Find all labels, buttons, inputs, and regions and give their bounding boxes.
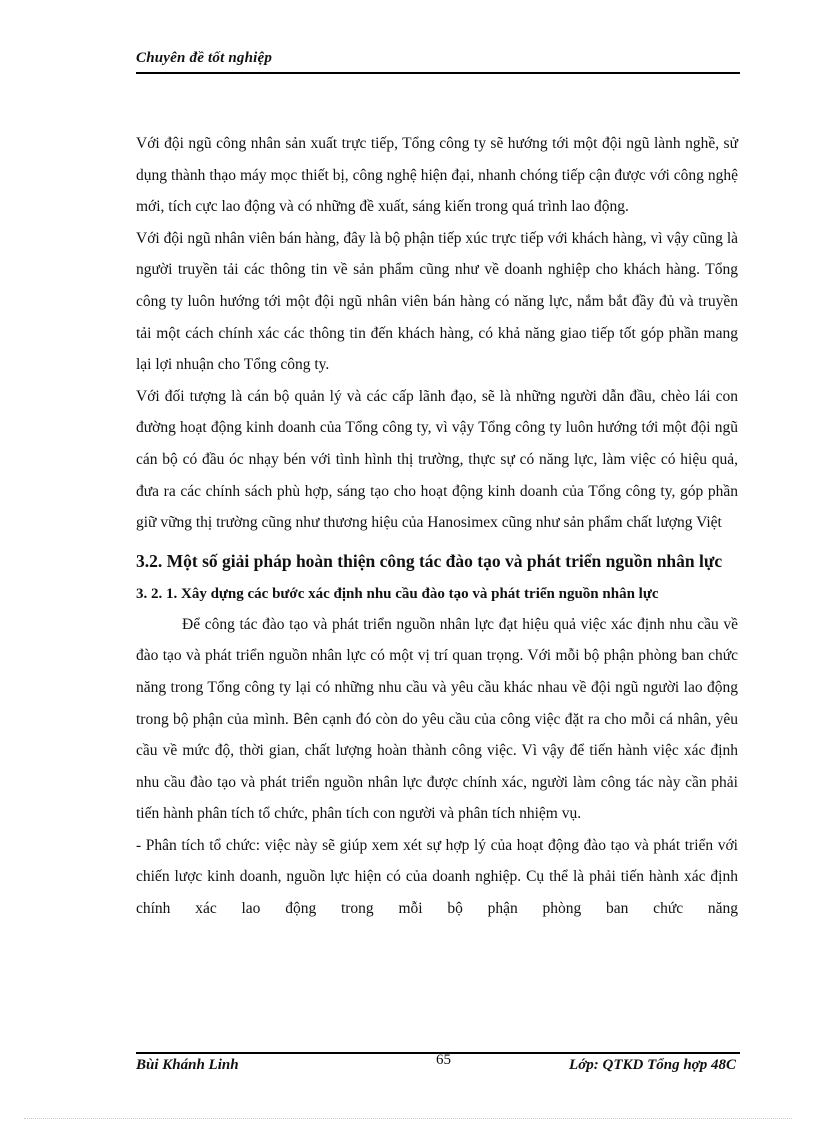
- page-header: [136, 48, 740, 74]
- header-title: Chuyên đề tốt nghiệp: [136, 50, 273, 66]
- paragraph-managers: Với đối tượng là cán bộ quản lý và các cấp lãnh đạo, sẽ là những người dẫn đầu, chèo lái con đường hoạt động kinh doanh của Tổng công ty, vì vậy Tổng công ty luôn hướng tới một đội ngũ cán bộ có đầu óc nhạy bén với tình hình thị trường, thực sự có năng lực, làm việc có hiệu quả, đưa ra các chính sách phù hợp, sáng tạo cho hoạt động kinh doanh của Tổng công ty, góp phần giữ vững thị trường cũng như thương hiệu của Hanosimex cũng như sản phẩm chất lượng Việt: [136, 387, 738, 532]
- paragraph-sales-staff: Với đội ngũ nhân viên bán hàng, đây là bộ phận tiếp xúc trực tiếp với khách hàng, vì vậy cũng là người truyền tải các thông tin về sản phẩm cũng như về doanh nghiệp cho khách hàng. Tổng công ty luôn hướng tới một đội ngũ nhân viên bán hàng có năng lực, nắm bắt đầy đủ và truyền tải một cách chính xác các thông tin đến khách hàng, có khả năng giao tiếp tốt góp phần mang lại lợi nhuận cho Tổng công ty.: [136, 229, 738, 374]
- paragraph-workers: Với đội ngũ công nhân sản xuất trực tiếp, Tổng công ty sẽ hướng tới một đội ngũ lành nghề, sử dụng thành thạo máy mọc thiết bị, công nghệ hiện đại, nhanh chóng tiếp cận được với công nghệ mới, tích cực lao động và có những đề xuất, sáng kiến trong quá trình lao động.: [136, 135, 738, 216]
- footer-class-label: Lớp: QTKD Tổng hợp 48C: [569, 1057, 736, 1073]
- page-number: 65: [436, 1052, 451, 1068]
- footer-author: Bùi Khánh Linh: [136, 1057, 239, 1073]
- page-bottom-edge: [24, 1118, 792, 1119]
- page-footer: [136, 1052, 740, 1080]
- subsection-heading: 3. 2. 1. Xây dựng các bước xác định nhu cầu đào tạo và phát triển nguồn nhân lực: [136, 585, 659, 602]
- paragraph-organization-analysis: - Phân tích tổ chức: việc này sẽ giúp xem xét sự hợp lý của hoạt động đào tạo và phát triển với chiến lược kinh doanh, nguồn lực hiện có của doanh nghiệp. Cụ thể là phải tiến hành xác định chính xác lao động trong mỗi bộ phận phòng ban chức năng: [136, 836, 738, 918]
- section-heading: 3.2. Một số giải pháp hoàn thiện công tác đào tạo và phát triển nguồn nhân lực: [136, 550, 723, 571]
- paragraph-training-needs: Để công tác đào tạo và phát triển nguồn nhân lực đạt hiệu quả việc xác định nhu cầu về đào tạo và phát triển nguồn nhân lực có một vị trí quan trọng. Với mỗi bộ phận phòng ban chức năng trong Tổng công ty lại có những nhu cầu và yêu cầu khác nhau về đội ngũ người lao động trong bộ phận của mình. Bên cạnh đó còn do yêu cầu của công việc đặt ra cho mỗi cá nhân, yêu cầu về mức độ, thời gian, chất lượng hoàn thành công việc. Vì vậy để tiến hành việc xác định nhu cầu đào tạo và phát triển nguồn nhân lực được chính xác, người làm công tác này cần phải tiến hành phân tích tổ chức, phân tích con người và phân tích nhiệm vụ.: [136, 615, 738, 823]
- page-body: [136, 128, 738, 925]
